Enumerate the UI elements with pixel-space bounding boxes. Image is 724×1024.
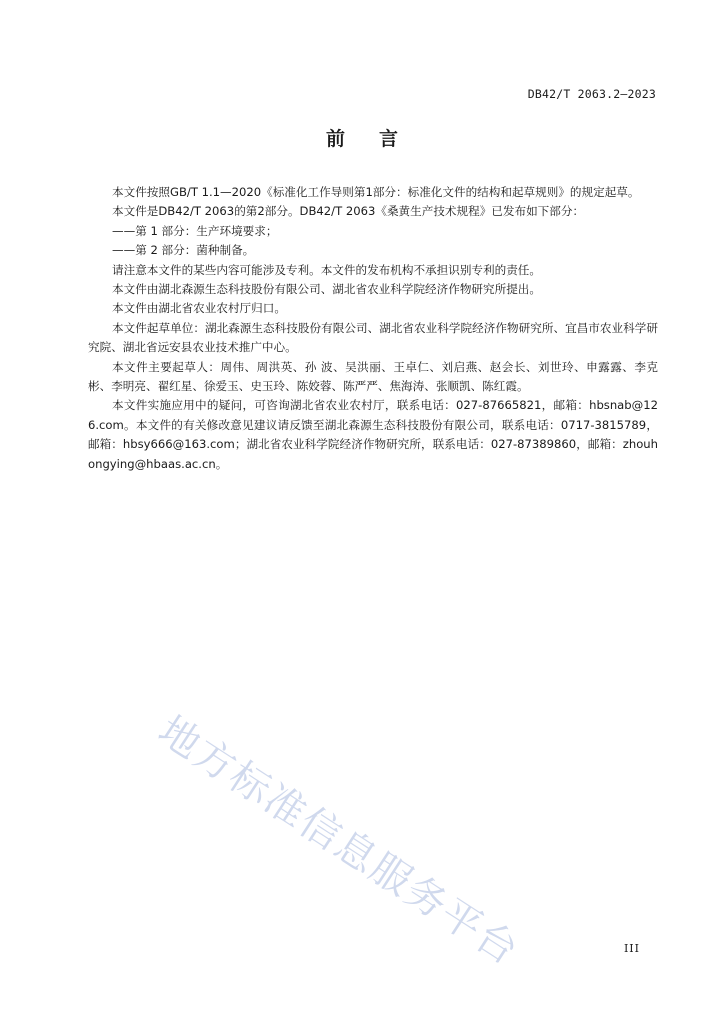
- paragraph-proposer: 本文件由湖北森源生态科技股份有限公司、湖北省农业科学院经济作物研究所提出。: [112, 282, 541, 297]
- page-number: III: [623, 942, 640, 955]
- list-item-part-1: ——第 1 部分：生产环境要求；: [112, 223, 278, 238]
- paragraph-patent-notice: 请注意本文件的某些内容可能涉及专利。本文件的发布机构不承担识别专利的责任。: [112, 262, 541, 277]
- list-item-part-2: ——第 2 部分：菌种制备。: [112, 243, 255, 258]
- paragraph-document-part: 本文件是DB42/T 2063的第2部分。DB42/T 2063《桑黄生产技术规程》已发布如下部分：: [112, 204, 585, 219]
- paragraph-drafting-basis: 本文件按照GB/T 1.1—2020《标准化工作导则第1部分：标准化文件的结构和起草规则》的规定起草。: [112, 185, 640, 199]
- document-number: DB42/T 2063.2—2023: [527, 87, 656, 101]
- paragraph-drafters: 本文件主要起草人：周伟、周洪英、孙 波、吴洪丽、王卓仁、刘启燕、赵会长、刘世玲、申露露、李克彬、李明亮、翟红星、徐爱玉、史玉玲、陈姣蓉、陈严严、焦海涛、张顺凯、陈红霞。: [88, 359, 658, 394]
- page-title: 前言: [325, 128, 432, 150]
- paragraph-drafting-units: 本文件起草单位：湖北森源生态科技股份有限公司、湖北省农业科学院经济作物研究所、宜昌市农业科学研究院、湖北省远安县农业技术推广中心。: [88, 320, 658, 355]
- paragraph-contact: 本文件实施应用中的疑问，可咨询湖北省农业农村厅，联系电话：027-87665821，邮箱：hbsnab@126.com。本文件的有关修改意见建议请反馈至湖北森源生态科技股份有限公司，联系电话：0717-3815789，邮箱：hbsy666@163.com；湖北省农业科学院经济作物研究所，联系电话：027-87389860，邮箱：zhouhongying@hbaas.ac.cn。: [88, 398, 658, 471]
- body-text: [88, 183, 658, 474]
- watermark-text: 地方标准信息服务平台: [150, 707, 528, 975]
- paragraph-administration: 本文件由湖北省农业农村厅归口。: [112, 301, 286, 316]
